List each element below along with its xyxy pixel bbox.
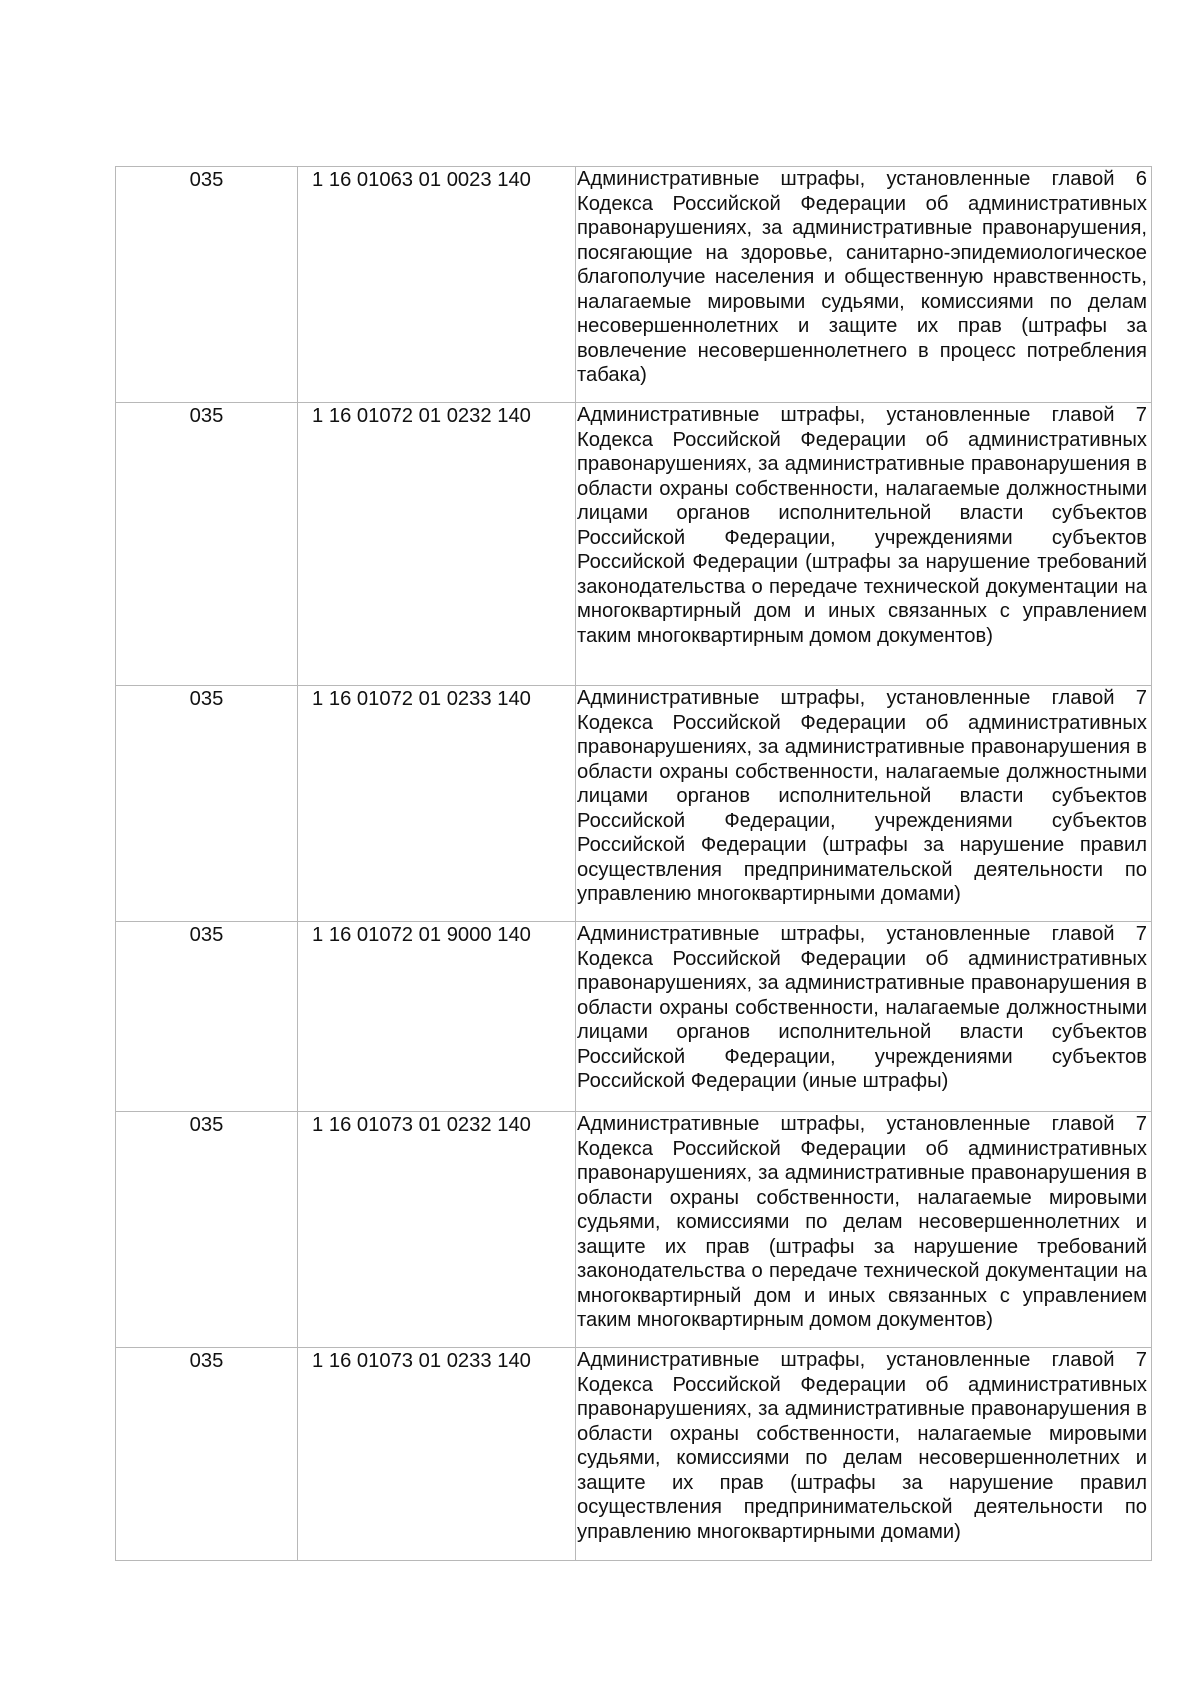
kbk-code-cell: 1 16 01073 01 0232 140 xyxy=(298,1112,576,1348)
description-cell xyxy=(576,922,1152,1112)
table-row xyxy=(116,686,1152,922)
description-text: Административные штрафы, установленные главой 7 Кодекса Российской Федерации об административных правонарушениях, за административные правонарушения в области охраны собственности, налагаемые мировыми судьями, комиссиями по делам несовершеннолетних и защите их прав (штрафы за нарушение правил осуществления предпринимательской деятельности по управлению многоквартирными домами) xyxy=(577,1349,1147,1543)
description-cell xyxy=(576,1112,1152,1348)
table-row xyxy=(116,922,1152,1112)
admin-code-cell: 035 xyxy=(116,686,298,922)
kbk-code-cell: 1 16 01072 01 9000 140 xyxy=(298,922,576,1112)
budget-codes-table xyxy=(115,166,1152,1561)
description-text: Административные штрафы, установленные главой 7 Кодекса Российской Федерации об административных правонарушениях, за административные правонарушения в области охраны собственности, налагаемые должностными лицами органов исполнительной власти субъектов Российской Федерации, учреждениями субъектов Российской Федерации (иные штрафы) xyxy=(577,923,1147,1092)
kbk-code-cell: 1 16 01063 01 0023 140 xyxy=(298,167,576,403)
kbk-code-cell: 1 16 01073 01 0233 140 xyxy=(298,1348,576,1561)
description-cell xyxy=(576,403,1152,686)
admin-code-cell: 035 xyxy=(116,403,298,686)
description-text: Административные штрафы, установленные главой 7 Кодекса Российской Федерации об административных правонарушениях, за административные правонарушения в области охраны собственности, налагаемые мировыми судьями, комиссиями по делам несовершеннолетних и защите их прав (штрафы за нарушение требований законодательства о передаче технической документации на многоквартирный дом и иных связанных с управлением таким многоквартирным домом документов) xyxy=(577,1113,1147,1331)
description-text: Административные штрафы, установленные главой 6 Кодекса Российской Федерации об административных правонарушениях, за административные правонарушения, посягающие на здоровье, санитарно-эпидемиологическое благополучие населения и общественную нравственность, налагаемые мировыми судьями, комиссиями по делам несовершеннолетних и защите их прав (штрафы за вовлечение несовершеннолетнего в процесс потребления табака) xyxy=(577,168,1147,386)
description-text: Административные штрафы, установленные главой 7 Кодекса Российской Федерации об административных правонарушениях, за административные правонарушения в области охраны собственности, налагаемые должностными лицами органов исполнительной власти субъектов Российской Федерации, учреждениями субъектов Российской Федерации (штрафы за нарушение требований законодательства о передаче технической документации на многоквартирный дом и иных связанных с управлением таким многоквартирным домом документов) xyxy=(577,404,1147,647)
description-cell xyxy=(576,1348,1152,1561)
description-cell xyxy=(576,167,1152,403)
admin-code-cell: 035 xyxy=(116,1348,298,1561)
table-row xyxy=(116,1112,1152,1348)
admin-code-cell: 035 xyxy=(116,1112,298,1348)
table-row xyxy=(116,1348,1152,1561)
description-cell xyxy=(576,686,1152,922)
description-text: Административные штрафы, установленные главой 7 Кодекса Российской Федерации об административных правонарушениях, за административные правонарушения в области охраны собственности, налагаемые должностными лицами органов исполнительной власти субъектов Российской Федерации, учреждениями субъектов Российской Федерации (штрафы за нарушение правил осуществления предпринимательской деятельности по управлению многоквартирными домами) xyxy=(577,687,1147,905)
admin-code-cell: 035 xyxy=(116,922,298,1112)
admin-code-cell: 035 xyxy=(116,167,298,403)
kbk-code-cell: 1 16 01072 01 0232 140 xyxy=(298,403,576,686)
kbk-code-cell: 1 16 01072 01 0233 140 xyxy=(298,686,576,922)
table-row xyxy=(116,167,1152,403)
table-row xyxy=(116,403,1152,686)
